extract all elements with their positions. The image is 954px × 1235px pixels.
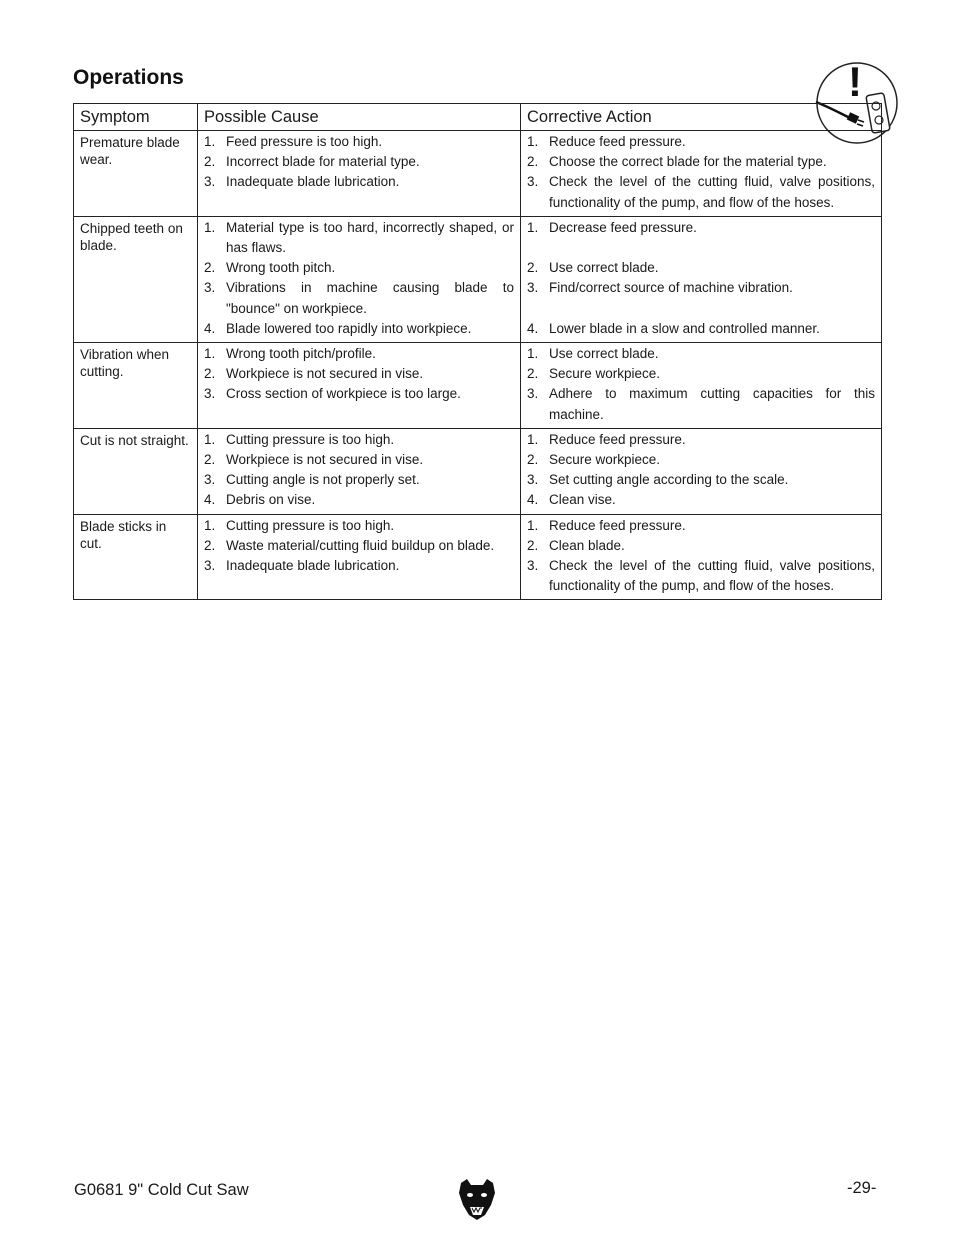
header-possible-cause: Possible Cause — [198, 104, 521, 131]
list-item: 3. Set cutting angle according to the scale. — [527, 472, 789, 488]
action-cell — [521, 514, 882, 600]
page-number: -29- — [847, 1179, 877, 1197]
cause-cell — [198, 131, 521, 217]
table-row — [74, 131, 882, 217]
list-item: 1. Use correct blade. — [527, 346, 659, 362]
action-cell — [521, 131, 882, 217]
list-item: 4. Clean vise. — [527, 492, 616, 508]
list-item: 3. Cutting angle is not properly set. — [204, 472, 420, 488]
list-item: 1. Decrease feed pressure. — [527, 219, 697, 235]
list-item: 2. Waste material/cutting fluid buildup on blade. — [204, 537, 495, 553]
list-item: 1. Material type is too hard, incorrectly shaped, or has flaws. — [204, 219, 514, 256]
footer-model: G0681 9" Cold Cut Saw — [74, 1181, 249, 1199]
troubleshooting-table — [73, 103, 882, 600]
list-item: 2. Secure workpiece. — [527, 366, 661, 382]
list-item: 2. Secure workpiece. — [527, 452, 661, 468]
action-cell — [521, 216, 882, 342]
cause-cell — [198, 428, 521, 514]
header-symptom: Symptom — [74, 104, 198, 131]
list-item: 1. Cutting pressure is too high. — [204, 517, 395, 533]
table-row — [74, 343, 882, 429]
header-corrective-action: Corrective Action — [521, 104, 882, 131]
symptom-cell: Vibration when cutting. — [74, 343, 198, 429]
list-item: 2. Incorrect blade for material type. — [204, 154, 420, 170]
list-item: 1. Feed pressure is too high. — [204, 134, 383, 149]
table-row — [74, 428, 882, 514]
list-spacer — [527, 238, 875, 258]
list-item: 3. Inadequate blade lubrication. — [204, 174, 400, 190]
bear-head-logo-icon — [457, 1177, 497, 1221]
list-item: 1. Wrong tooth pitch/profile. — [204, 346, 376, 362]
list-item: 3. Adhere to maximum cutting capacities for this machine. — [527, 386, 875, 422]
list-item: 3. Find/correct source of machine vibration. — [527, 280, 793, 296]
symptom-cell: Chipped teeth on blade. — [74, 216, 198, 342]
table-header-row — [74, 104, 882, 131]
list-item: 2. Workpiece is not secured in vise. — [204, 366, 424, 382]
list-spacer — [527, 299, 875, 319]
action-cell — [521, 428, 882, 514]
exclamation-symbol: ! — [848, 62, 862, 105]
list-item: 2. Choose the correct blade for the material type. — [527, 154, 827, 170]
list-item: 3. Vibrations in machine causing blade to "bounce" on workpiece. — [204, 280, 514, 316]
symptom-cell: Cut is not straight. — [74, 428, 198, 514]
list-item: 2. Use correct blade. — [527, 260, 659, 276]
symptom-cell: Blade sticks in cut. — [74, 514, 198, 600]
cause-cell — [198, 216, 521, 342]
list-item: 4. Lower blade in a slow and controlled manner. — [527, 320, 820, 336]
list-item: 2. Clean blade. — [527, 537, 625, 553]
list-item: 1. Cutting pressure is too high. — [204, 431, 395, 447]
table-row — [74, 216, 882, 342]
section-title: Operations — [73, 66, 184, 89]
list-item: 2. Workpiece is not secured in vise. — [204, 452, 424, 468]
list-item: 3. Inadequate blade lubrication. — [204, 558, 400, 574]
table-row — [74, 514, 882, 600]
cause-cell — [198, 514, 521, 600]
list-item: 3. Check the level of the cutting fluid, valve positions, functionality of the pump, and flow of the hoses. — [527, 558, 875, 594]
list-item: 4. Blade lowered too rapidly into workpiece. — [204, 320, 472, 336]
list-item: 1. Reduce feed pressure. — [527, 431, 686, 447]
list-item: 3. Check the level of the cutting fluid, valve positions, functionality of the pump, and flow of the hoses. — [527, 174, 875, 210]
list-item: 1. Reduce feed pressure. — [527, 134, 686, 149]
list-item: 1. Reduce feed pressure. — [527, 517, 686, 533]
cause-cell — [198, 343, 521, 429]
list-item: 4. Debris on vise. — [204, 492, 316, 508]
list-item: 2. Wrong tooth pitch. — [204, 260, 336, 276]
action-cell — [521, 343, 882, 429]
list-item: 3. Cross section of workpiece is too large. — [204, 386, 461, 402]
symptom-cell: Premature blade wear. — [74, 131, 198, 217]
